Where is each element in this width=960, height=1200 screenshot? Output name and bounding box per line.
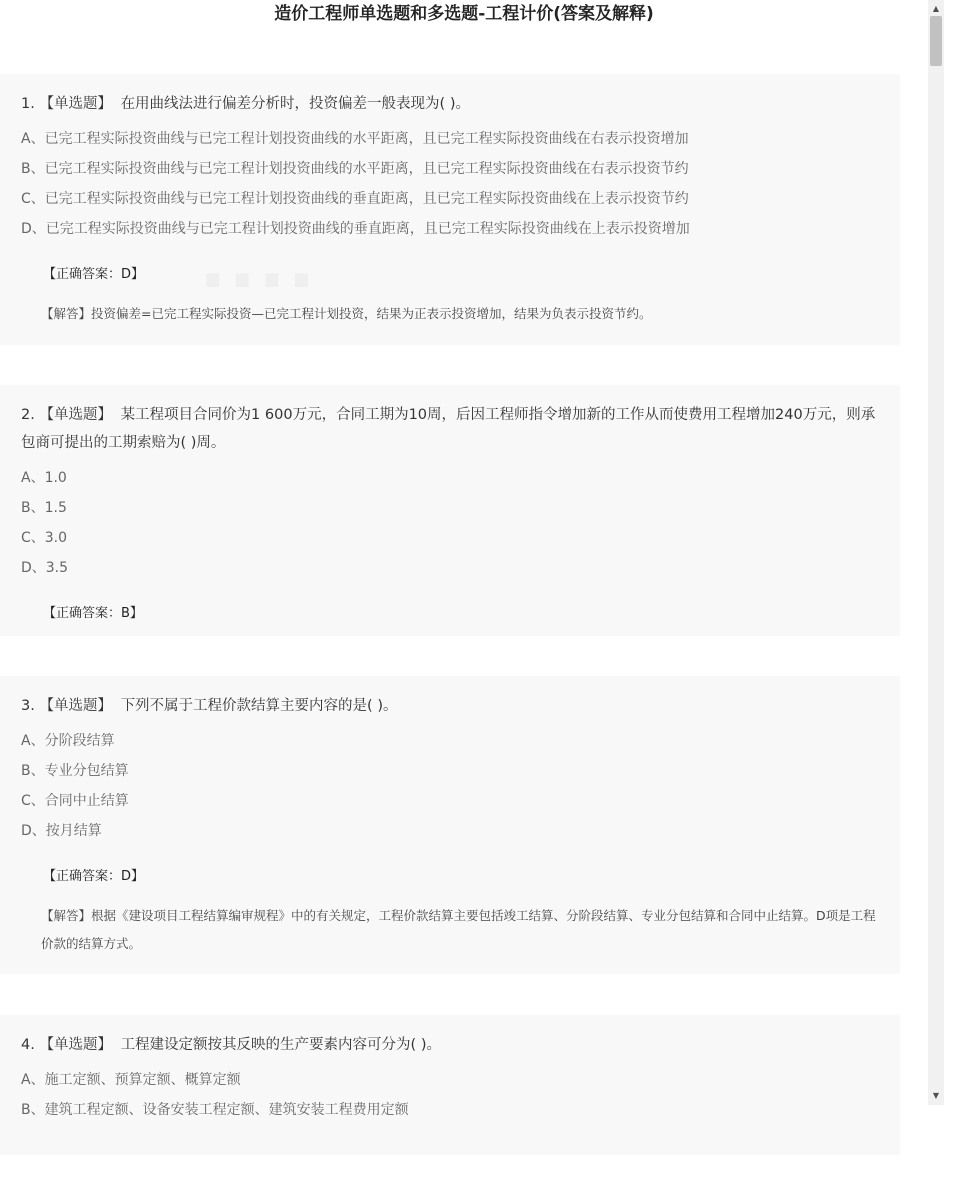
question-number: 4.: [21, 1037, 35, 1053]
option-b[interactable]: B、建筑工程定额、设备安装工程定额、建筑安装工程费用定额: [21, 1102, 409, 1118]
question-number: 3.: [21, 698, 35, 714]
question-card-1: [0, 74, 900, 345]
option-c[interactable]: C、合同中止结算: [21, 793, 129, 809]
option-a[interactable]: A、已完工程实际投资曲线与已完工程计划投资曲线的水平距离，且已完工程实际投资曲线在右表示投资增加: [21, 131, 689, 147]
option-a[interactable]: A、分阶段结算: [21, 733, 115, 749]
question-type: 【单选题】: [39, 407, 112, 423]
question-stem: [21, 90, 880, 118]
option-b[interactable]: B、1.5: [21, 500, 67, 516]
scroll-thumb[interactable]: [930, 16, 942, 66]
question-type: 【单选题】: [39, 1037, 112, 1053]
option-d[interactable]: D、按月结算: [21, 823, 102, 839]
question-stem: [21, 1031, 880, 1059]
option-d[interactable]: D、3.5: [21, 560, 69, 576]
question-stem: [21, 692, 880, 720]
question-text: 在用曲线法进行偏差分析时，投资偏差一般表现为( )。: [120, 96, 470, 112]
option-a[interactable]: A、施工定额、预算定额、概算定额: [21, 1072, 241, 1088]
option-c[interactable]: C、已完工程实际投资曲线与已完工程计划投资曲线的垂直距离，且已完工程实际投资曲线在上表示投资节约: [21, 191, 689, 207]
question-card-3: [0, 676, 900, 974]
page-title: 造价工程师单选题和多选题-工程计价(答案及解释): [274, 4, 654, 24]
option-d[interactable]: D、已完工程实际投资曲线与已完工程计划投资曲线的垂直距离，且已完工程实际投资曲线在上表示投资增加: [21, 221, 690, 237]
option-a[interactable]: A、1.0: [21, 470, 67, 486]
question-text: 工程建设定额按其反映的生产要素内容可分为( )。: [120, 1037, 441, 1053]
question-text: 某工程项目合同价为1 600万元，合同工期为10周，后因工程师指令增加新的工作从而使费用工程增加240万元，则承包商可提出的工期索赔为( )周。: [21, 407, 876, 451]
answer-analysis: 【解答】投资偏差=已完工程实际投资—已完工程计划投资，结果为正表示投资增加，结果为负表示投资节约。: [41, 306, 652, 321]
scroll-down-icon[interactable]: ▼: [932, 1091, 940, 1100]
question-type: 【单选题】: [39, 698, 112, 714]
question-number: 1.: [21, 96, 35, 112]
scroll-up-icon[interactable]: ▲: [932, 4, 940, 13]
correct-answer: 【正确答案：B】: [43, 606, 143, 621]
option-c[interactable]: C、3.0: [21, 530, 68, 546]
correct-answer: 【正确答案：D】: [43, 267, 145, 282]
question-number: 2.: [21, 407, 35, 423]
question-text: 下列不属于工程价款结算主要内容的是( )。: [120, 698, 398, 714]
vertical-scrollbar[interactable]: [928, 0, 944, 1105]
question-stem: [21, 401, 880, 457]
option-b[interactable]: B、专业分包结算: [21, 763, 129, 779]
question-type: 【单选题】: [39, 96, 112, 112]
option-b[interactable]: B、已完工程实际投资曲线与已完工程计划投资曲线的水平距离，且已完工程实际投资曲线在右表示投资节约: [21, 161, 689, 177]
question-card-2: [0, 385, 900, 636]
correct-answer: 【正确答案：D】: [43, 869, 145, 884]
answer-analysis: 【解答】根据《建设项目工程结算编审规程》中的有关规定，工程价款结算主要包括竣工结算、分阶段结算、专业分包结算和合同中止结算。D项是工程价款的结算方式。: [41, 908, 876, 951]
question-card-4: [0, 1015, 900, 1155]
